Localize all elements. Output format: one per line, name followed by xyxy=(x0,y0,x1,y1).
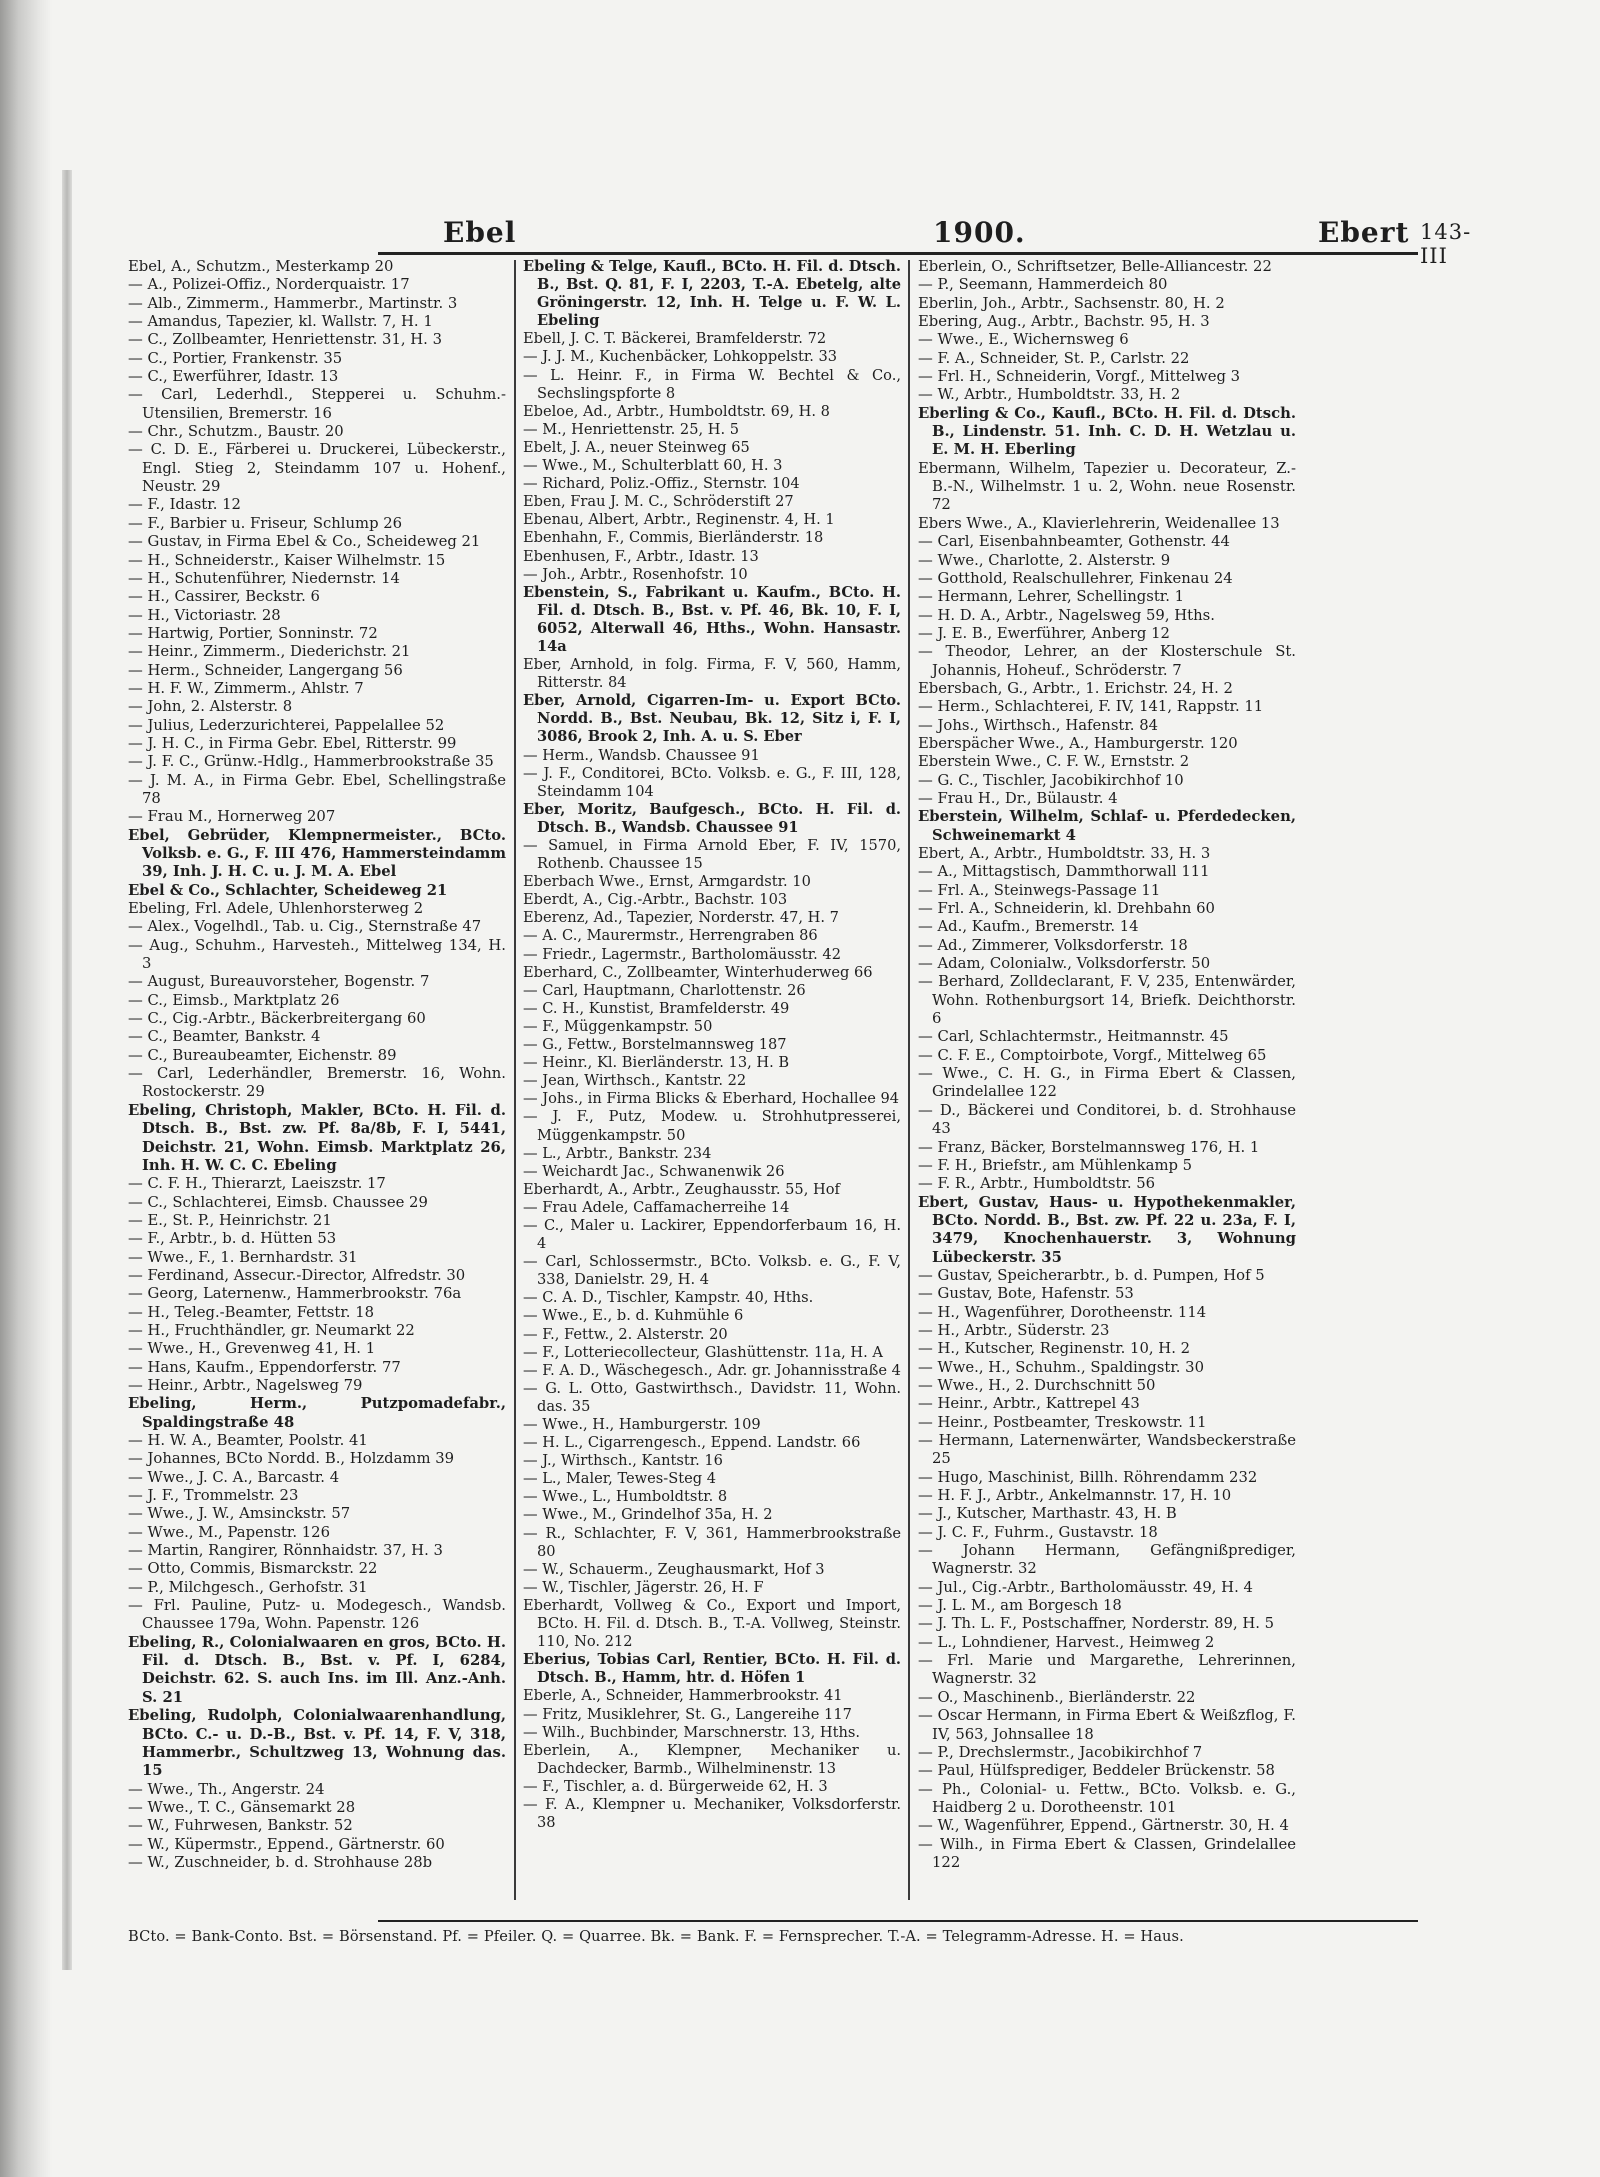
directory-entry: — F., Fettw., 2. Alsterstr. 20 xyxy=(523,1325,728,1343)
directory-entry: Ebermann, Wilhelm, Tapezier u. Decorateur, Z.-B.-N., Wilhelmstr. 1 u. 2, Wohn. neue Rosenstr. 72 xyxy=(918,459,1296,514)
directory-entry: — C., Bureaubeamter, Eichenstr. 89 xyxy=(128,1046,397,1064)
header-first-name: Ebel xyxy=(443,216,517,249)
page-number: 143-III xyxy=(1420,220,1472,268)
directory-entry: — F. A., Klempner u. Mechaniker, Volksdorferstr. 38 xyxy=(523,1795,901,1832)
directory-entry: — Wwe., T. C., Gänsemarkt 28 xyxy=(128,1798,356,1816)
directory-entry: Eberstein Wwe., C. F. W., Ernststr. 2 xyxy=(918,753,1190,771)
directory-entry: — C. A. D., Tischler, Kampstr. 40, Hths. xyxy=(523,1289,814,1307)
directory-entry: — Ferdinand, Assecur.-Director, Alfredstr. 30 xyxy=(128,1266,466,1284)
directory-entry: — H., Fruchthändler, gr. Neumarkt 22 xyxy=(128,1321,415,1339)
directory-entry: — J. F., Putz, Modew. u. Strohhutpresserei, Müggenkampstr. 50 xyxy=(523,1108,901,1144)
directory-entry: — A., Mittagstisch, Dammthorwall 111 xyxy=(918,863,1210,881)
directory-entry: — Gustav, in Firma Ebel & Co., Scheideweg 21 xyxy=(128,533,481,551)
directory-entry: Eber, Moritz, Baufgesch., BCto. H. Fil. d. Dtsch. B., Wandsb. Chaussee 91 xyxy=(523,800,901,836)
directory-entry: — Wwe., J. W., Amsinckstr. 57 xyxy=(128,1505,351,1523)
directory-column-2 xyxy=(523,258,901,1888)
directory-entry: Ebersbach, G., Arbtr., 1. Erichstr. 24, H. 2 xyxy=(918,679,1233,697)
directory-column-3 xyxy=(918,258,1296,1888)
directory-column-1 xyxy=(128,258,506,1888)
directory-entry: Eberlein, A., Klempner, Mechaniker u. Dachdecker, Barmb., Wilhelminenstr. 13 xyxy=(523,1741,901,1777)
directory-entry: — Carl, Lederhdl., Stepperei u. Schuhm.-Utensilien, Bremerstr. 16 xyxy=(128,386,506,422)
directory-entry: — Wwe., E., Wichernsweg 6 xyxy=(918,331,1129,349)
directory-entry: — Gustav, Speicherarbtr., b. d. Pumpen, Hof 5 xyxy=(918,1266,1265,1284)
directory-entry: — O., Maschinenb., Bierländerstr. 22 xyxy=(918,1688,1196,1706)
directory-entry: — A., Polizei-Offiz., Norderquaistr. 17 xyxy=(128,276,410,294)
directory-entry: Ebeling, Christoph, Makler, BCto. H. Fil. d. Dtsch. B., Bst. zw. Pf. 8a/8b, F. I, 5441, Deichstr. 21, Wohn. Eimsb. Marktplatz 26, Inh. H. W. C. C. Ebeling xyxy=(128,1101,506,1174)
directory-entry: — H., Teleg.-Beamter, Fettstr. 18 xyxy=(128,1303,375,1321)
directory-entry: — Wwe., Charlotte, 2. Alsterstr. 9 xyxy=(918,551,1171,569)
directory-entry: — Wwe., M., Schulterblatt 60, H. 3 xyxy=(523,457,783,475)
directory-entry: — Berhard, Zolldeclarant, F. V, 235, Entenwärder, Wohn. Rothenburgsort 14, Briefk. Deichthorstr. 6 xyxy=(918,973,1296,1028)
directory-entry: Eberle, A., Schneider, Hammerbrookstr. 41 xyxy=(523,1687,843,1705)
directory-entry: Ebeling, Frl. Adele, Uhlenhorsterweg 2 xyxy=(128,900,424,918)
directory-entry: Eberspächer Wwe., A., Hamburgerstr. 120 xyxy=(918,734,1238,752)
directory-entry: — H. D. A., Arbtr., Nagelsweg 59, Hths. xyxy=(918,606,1215,624)
directory-entry: Eberhard, C., Zollbeamter, Winterhuderweg 66 xyxy=(523,963,873,981)
directory-entry: — Wilh., in Firma Ebert & Classen, Grindelallee 122 xyxy=(918,1835,1296,1871)
header-last-name: Ebert xyxy=(1318,216,1410,249)
directory-entry: Ebers Wwe., A., Klavierlehrerin, Weidenallee 13 xyxy=(918,514,1280,532)
directory-entry: — G. C., Tischler, Jacobikirchhof 10 xyxy=(918,771,1184,789)
directory-entry: — P., Drechslermstr., Jacobikirchhof 7 xyxy=(918,1743,1203,1761)
directory-entry: — J. C. F., Fuhrm., Gustavstr. 18 xyxy=(918,1523,1158,1541)
directory-entry: Ebell, J. C. T. Bäckerei, Bramfelderstr. 72 xyxy=(523,330,827,348)
directory-entry: — F., Müggenkampstr. 50 xyxy=(523,1017,713,1035)
directory-entry: — W., Schauerm., Zeughausmarkt, Hof 3 xyxy=(523,1560,825,1578)
directory-entry: — Ad., Kaufm., Bremerstr. 14 xyxy=(918,918,1139,936)
directory-entry: — L., Arbtr., Bankstr. 234 xyxy=(523,1144,712,1162)
directory-entry: — W., Arbtr., Humboldtstr. 33, H. 2 xyxy=(918,386,1181,404)
directory-entry: — Heinr., Zimmerm., Diederichstr. 21 xyxy=(128,643,411,661)
directory-entry: — H. F. J., Arbtr., Ankelmannstr. 17, H. 10 xyxy=(918,1487,1232,1505)
directory-entry: — H., Arbtr., Süderstr. 23 xyxy=(918,1321,1110,1339)
directory-entry: — J. M. A., in Firma Gebr. Ebel, Schellingstraße 78 xyxy=(128,771,506,807)
directory-entry: Ebert, A., Arbtr., Humboldtstr. 33, H. 3 xyxy=(918,845,1211,862)
directory-entry: — J. J. M., Kuchenbäcker, Lohkoppelstr. 33 xyxy=(523,348,838,366)
directory-entry: — Wwe., M., Grindelhof 35a, H. 2 xyxy=(523,1506,773,1524)
directory-entry: — F. R., Arbtr., Humboldtstr. 56 xyxy=(918,1175,1156,1193)
directory-entry: — Johann Hermann, Gefängnißprediger, Wagnerstr. 32 xyxy=(918,1542,1296,1578)
directory-entry: — Adam, Colonialw., Volksdorferstr. 50 xyxy=(918,955,1211,973)
directory-entry: — Heinr., Arbtr., Kattrepel 43 xyxy=(918,1395,1140,1413)
directory-entry: — Aug., Schuhm., Harvesteh., Mittelweg 134, H. 3 xyxy=(128,936,506,973)
directory-entry: — C. F. E., Comptoirbote, Vorgf., Mittelweg 65 xyxy=(918,1046,1267,1064)
directory-entry: — W., Tischler, Jägerstr. 26, H. F xyxy=(523,1578,764,1596)
directory-entry: Eberlein, O., Schriftsetzer, Belle-Alliancestr. 22 xyxy=(918,258,1272,275)
directory-entry: — C. D. E., Färberei u. Druckerei, Lübeckerstr., Engl. Stieg 2, Steindamm 107 u. Hohenf., Neustr. 29 xyxy=(128,441,506,496)
directory-entry: — Wwe., H., Schuhm., Spaldingstr. 30 xyxy=(918,1358,1205,1376)
directory-entry: — Wwe., F., 1. Bernhardstr. 31 xyxy=(128,1248,358,1266)
directory-entry: — Ad., Zimmerer, Volksdorferstr. 18 xyxy=(918,936,1188,954)
directory-entry: — C., Zollbeamter, Henriettenstr. 31, H. 3 xyxy=(128,331,442,349)
directory-entry: Ebering, Aug., Arbtr., Bachstr. 95, H. 3 xyxy=(918,313,1210,331)
directory-entry: Eberbach Wwe., Ernst, Armgardstr. 10 xyxy=(523,873,811,891)
column-divider xyxy=(514,260,516,1900)
column-divider xyxy=(908,260,910,1900)
directory-entry: Eberenz, Ad., Tapezier, Norderstr. 47, H. 7 xyxy=(523,909,839,927)
directory-entry: — P., Seemann, Hammerdeich 80 xyxy=(918,276,1168,294)
directory-entry: — H., Cassirer, Beckstr. 6 xyxy=(128,588,320,606)
directory-entry: — J. F. C., Grünw.-Hdlg., Hammerbrookstraße 35 xyxy=(128,753,494,771)
directory-entry: — Hugo, Maschinist, Billh. Röhrendamm 232 xyxy=(918,1468,1258,1486)
directory-entry: — August, Bureauvorsteher, Bogenstr. 7 xyxy=(128,973,430,991)
directory-entry: — Frau Adele, Caffamacherreihe 14 xyxy=(523,1198,790,1216)
directory-entry: Ebel & Co., Schlachter, Scheideweg 21 xyxy=(128,881,448,899)
directory-entry: — John, 2. Alsterstr. 8 xyxy=(128,698,293,716)
directory-entry: — Weichardt Jac., Schwanenwik 26 xyxy=(523,1162,785,1180)
directory-entry: — Frau M., Hornerweg 207 xyxy=(128,808,336,826)
page-gutter xyxy=(62,170,72,1970)
directory-entry: — Oscar Hermann, in Firma Ebert & Weißzflog, F. IV, 563, Johnsallee 18 xyxy=(918,1707,1296,1743)
directory-entry: — Carl, Schlachtermstr., Heitmannstr. 45 xyxy=(918,1028,1229,1046)
directory-entry: — Ph., Colonial- u. Fettw., BCto. Volksb. e. G., Haidberg 2 u. Dorotheenstr. 101 xyxy=(918,1780,1296,1816)
directory-entry: — Johs., in Firma Blicks & Eberhard, Hochallee 94 xyxy=(523,1090,900,1108)
directory-entry: — Wwe., M., Papenstr. 126 xyxy=(128,1523,331,1541)
directory-entry: — Frl. A., Schneiderin, kl. Drehbahn 60 xyxy=(918,900,1215,918)
directory-entry: — Otto, Commis, Bismarckstr. 22 xyxy=(128,1560,378,1578)
directory-entry: — Johannes, BCto Nordd. B., Holzdamm 39 xyxy=(128,1450,455,1468)
directory-entry: — C. F. H., Thierarzt, Laeiszstr. 17 xyxy=(128,1175,386,1193)
directory-entry: — Frl. A., Steinwegs-Passage 11 xyxy=(918,881,1161,899)
directory-entry: — Samuel, in Firma Arnold Eber, F. IV, 1570, Rothenb. Chaussee 15 xyxy=(523,837,901,873)
directory-entry: — Georg, Laternenw., Hammerbrookstr. 76a xyxy=(128,1285,462,1303)
directory-entry: — F., Tischler, a. d. Bürgerweide 62, H. 3 xyxy=(523,1777,828,1795)
directory-entry: Eberstein, Wilhelm, Schlaf- u. Pferdedecken, Schweinemarkt 4 xyxy=(918,808,1296,844)
directory-entry: — Theodor, Lehrer, an der Klosterschule St. Johannis, Hoheuf., Schröderstr. 7 xyxy=(918,643,1296,679)
directory-entry: — F. A. D., Wäschegesch., Adr. gr. Johannisstraße 4 xyxy=(523,1361,901,1379)
directory-entry: — Carl, Eisenbahnbeamter, Gothenstr. 44 xyxy=(918,533,1230,551)
directory-entry: — F., Lotteriecollecteur, Glashüttenstr. 11a, H. A xyxy=(523,1343,883,1361)
directory-entry: — R., Schlachter, F. V, 361, Hammerbrookstraße 80 xyxy=(523,1524,901,1560)
directory-entry: — H., Victoriastr. 28 xyxy=(128,606,281,624)
header-rule xyxy=(378,252,1418,255)
directory-entry: Ebel, A., Schutzm., Mesterkamp 20 xyxy=(128,258,394,275)
directory-entry: — F. A., Schneider, St. P., Carlstr. 22 xyxy=(918,349,1190,367)
directory-entry: — Alex., Vogelhdl., Tab. u. Cig., Sternstraße 47 xyxy=(128,918,482,936)
directory-entry: — J. F., Trommelstr. 23 xyxy=(128,1487,299,1505)
directory-entry: — W., Wagenführer, Eppend., Gärtnerstr. 30, H. 4 xyxy=(918,1817,1289,1835)
directory-entry: Eben, Frau J. M. C., Schröderstift 27 xyxy=(523,493,794,511)
directory-entry: — Frl. H., Schneiderin, Vorgf., Mittelweg 3 xyxy=(918,368,1241,386)
directory-entry: Ebeling, Herm., Putzpomadefabr., Spaldingstraße 48 xyxy=(128,1395,506,1431)
directory-entry: — M., Henriettenstr. 25, H. 5 xyxy=(523,420,740,438)
directory-entry: — Gotthold, Realschullehrer, Finkenau 24 xyxy=(918,569,1233,587)
directory-entry: — F., Idastr. 12 xyxy=(128,496,241,514)
directory-entry: — Wwe., H., 2. Durchschnitt 50 xyxy=(918,1376,1156,1394)
directory-entry: — Richard, Poliz.-Offiz., Sternstr. 104 xyxy=(523,475,800,493)
directory-entry: — Alb., Zimmerm., Hammerbr., Martinstr. 3 xyxy=(128,294,458,312)
directory-entry: — A. C., Maurermstr., Herrengraben 86 xyxy=(523,927,818,945)
directory-entry: — W., Fuhrwesen, Bankstr. 52 xyxy=(128,1817,353,1835)
directory-entry: — C., Portier, Frankenstr. 35 xyxy=(128,349,343,367)
directory-entry: Eberling & Co., Kaufl., BCto. H. Fil. d. Dtsch. B., Lindenstr. 51. Inh. C. D. H. Wetzlau u. E. M. H. Eberling xyxy=(918,404,1296,459)
directory-entry: — F. H., Briefstr., am Mühlenkamp 5 xyxy=(918,1156,1193,1174)
footer-rule xyxy=(378,1920,1418,1922)
directory-entry: — C., Schlachterei, Eimsb. Chaussee 29 xyxy=(128,1193,428,1211)
directory-entry: — J., Wirthsch., Kantstr. 16 xyxy=(523,1452,723,1470)
directory-entry: Ebeling, Rudolph, Colonialwaarenhandlung, BCto. C.- u. D.-B., Bst. v. Pf. 14, F. V, 318, Hammerbr., Schultzweg 13, Wohnung das. 15 xyxy=(128,1707,506,1780)
directory-entry: — C., Ewerführer, Idastr. 13 xyxy=(128,368,339,386)
directory-entry: — Wwe., L., Humboldtstr. 8 xyxy=(523,1488,728,1506)
directory-entry: — Wwe., E., b. d. Kuhmühle 6 xyxy=(523,1307,744,1325)
directory-entry: Eberius, Tobias Carl, Rentier, BCto. H. Fil. d. Dtsch. B., Hamm, htr. d. Höfen 1 xyxy=(523,1651,901,1687)
directory-entry: Ebenhusen, F., Arbtr., Idastr. 13 xyxy=(523,547,759,565)
directory-entry: — Franz, Bäcker, Borstelmannsweg 176, H. 1 xyxy=(918,1138,1260,1156)
directory-entry: — G., Fettw., Borstelmannsweg 187 xyxy=(523,1036,787,1054)
directory-entry: Eberdt, A., Cig.-Arbtr., Bachstr. 103 xyxy=(523,891,788,909)
directory-entry: Eberhardt, Vollweg & Co., Export und Import, BCto. H. Fil. d. Dtsch. B., T.-A. Vollweg, Steinstr. 110, No. 212 xyxy=(523,1596,901,1651)
directory-entry: — Gustav, Bote, Hafenstr. 53 xyxy=(918,1285,1134,1303)
directory-entry: — G. L. Otto, Gastwirthsch., Davidstr. 11, Wohn. das. 35 xyxy=(523,1379,901,1415)
directory-entry: — Herm., Schneider, Langergang 56 xyxy=(128,661,403,679)
directory-entry: — H., Schneiderstr., Kaiser Wilhelmstr. 15 xyxy=(128,551,446,569)
directory-entry: — Heinr., Arbtr., Nagelsweg 79 xyxy=(128,1376,363,1394)
abbreviation-key-footer: BCto. = Bank-Conto. Bst. = Börsenstand. Pf. = Pfeiler. Q. = Quarree. Bk. = Bank. F. = Fernsprecher. T.-A. = Telegramm-Adresse. H. = Haus. xyxy=(128,1928,1184,1945)
directory-entry: Eber, Arnhold, in folg. Firma, F. V, 560, Hamm, Ritterstr. 84 xyxy=(523,656,901,692)
directory-entry: — C. H., Kunstist, Bramfelderstr. 49 xyxy=(523,999,790,1017)
directory-entry: — Hermann, Lehrer, Schellingstr. 1 xyxy=(918,588,1185,606)
directory-entry: Ebenhahn, F., Commis, Bierländerstr. 18 xyxy=(523,529,824,547)
directory-entry: Eberlin, Joh., Arbtr., Sachsenstr. 80, H. 2 xyxy=(918,294,1225,312)
directory-entry: — J. F., Conditorei, BCto. Volksb. e. G., F. III, 128, Steindamm 104 xyxy=(523,764,901,800)
directory-entry: Eber, Arnold, Cigarren-Im- u. Export BCto. Nordd. B., Bst. Neubau, Bk. 12, Sitz i, F. I, 3086, Brook 2, Inh. A. u. S. Eber xyxy=(523,692,901,746)
directory-entry: — W., Küpermstr., Eppend., Gärtnerstr. 60 xyxy=(128,1835,445,1853)
directory-entry: Ebenstein, S., Fabrikant u. Kaufm., BCto. H. Fil. d. Dtsch. B., Bst. v. Pf. 46, Bk. 10, F. I, 6052, Alterwall 46, Hths., Wohn. Hansastr. 14a xyxy=(523,583,901,655)
directory-entry: — J., Kutscher, Marthastr. 43, H. B xyxy=(918,1505,1177,1523)
directory-entry: — E., St. P., Heinrichstr. 21 xyxy=(128,1211,332,1229)
directory-entry: — C., Maler u. Lackirer, Eppendorferbaum 16, H. 4 xyxy=(523,1216,901,1253)
directory-entry: — H. L., Cigarrengesch., Eppend. Landstr. 66 xyxy=(523,1434,861,1452)
directory-entry: Ebelt, J. A., neuer Steinweg 65 xyxy=(523,438,750,456)
directory-entry: — Wwe., Th., Angerstr. 24 xyxy=(128,1780,325,1798)
directory-entry: — Chr., Schutzm., Baustr. 20 xyxy=(128,423,344,441)
directory-entry: — W., Zuschneider, b. d. Strohhause 28b xyxy=(128,1853,433,1871)
directory-entry: Ebert, Gustav, Haus- u. Hypothekenmakler, BCto. Nordd. B., Bst. zw. Pf. 22 u. 23a, F. I, 3479, Knochenhauerstr. 3, Wohnung Lübeckerstr. 35 xyxy=(918,1193,1296,1266)
directory-entry: — J. E. B., Ewerführer, Anberg 12 xyxy=(918,624,1170,642)
directory-entry: — D., Bäckerei und Conditorei, b. d. Strohhause 43 xyxy=(918,1101,1296,1138)
directory-entry: — Martin, Rangirer, Rönnhaidstr. 37, H. 3 xyxy=(128,1542,443,1560)
directory-page xyxy=(128,204,1472,1945)
directory-entry: — Heinr., Postbeamter, Treskowstr. 11 xyxy=(918,1413,1207,1431)
header-year: 1900. xyxy=(933,216,1026,249)
directory-entry: — Julius, Lederzurichterei, Pappelallee 52 xyxy=(128,716,445,734)
directory-entry: — J. L. M., am Borgesch 18 xyxy=(918,1597,1122,1615)
directory-entry: — Carl, Schlossermstr., BCto. Volksb. e. G., F. V, 338, Danielstr. 29, H. 4 xyxy=(523,1253,901,1289)
directory-entry: — H. F. W., Zimmerm., Ahlstr. 7 xyxy=(128,679,364,697)
directory-entry: — J. Th. L. F., Postschaffner, Norderstr. 89, H. 5 xyxy=(918,1615,1275,1633)
directory-entry: — Frau H., Dr., Bülaustr. 4 xyxy=(918,789,1118,807)
directory-entry: — Hermann, Laternenwärter, Wandsbeckerstraße 25 xyxy=(918,1432,1296,1468)
directory-entry: — P., Milchgesch., Gerhofstr. 31 xyxy=(128,1578,368,1596)
directory-entry: — Joh., Arbtr., Rosenhofstr. 10 xyxy=(523,565,748,583)
directory-entry: — Jean, Wirthsch., Kantstr. 22 xyxy=(523,1072,747,1090)
directory-entry: — Wwe., J. C. A., Barcastr. 4 xyxy=(128,1468,340,1486)
directory-entry: — Wwe., C. H. G., in Firma Ebert & Classen, Grindelallee 122 xyxy=(918,1065,1296,1101)
directory-entry: — Carl, Hauptmann, Charlottenstr. 26 xyxy=(523,981,806,999)
directory-entry: — Frl. Pauline, Putz- u. Modegesch., Wandsb. Chaussee 179a, Wohn. Papenstr. 126 xyxy=(128,1597,506,1633)
directory-entry: — Carl, Lederhändler, Bremerstr. 16, Wohn. Rostockerstr. 29 xyxy=(128,1065,506,1101)
directory-entry: — H. W. A., Beamter, Poolstr. 41 xyxy=(128,1432,368,1449)
directory-entry: — Frl. Marie und Margarethe, Lehrerinnen, Wagnerstr. 32 xyxy=(918,1652,1296,1688)
directory-entry: — Heinr., Kl. Bierländerstr. 13, H. B xyxy=(523,1054,790,1072)
directory-entry: Ebeling, R., Colonialwaaren en gros, BCto. H. Fil. d. Dtsch. B., Bst. v. Pf. I, 6284, Deichstr. 62. S. auch Ins. im Ill. Anz.-Anh. S. 21 xyxy=(128,1633,506,1706)
directory-entry: — Fritz, Musiklehrer, St. G., Langereihe 117 xyxy=(523,1705,852,1723)
directory-entry: — L., Maler, Tewes-Steg 4 xyxy=(523,1470,716,1488)
directory-entry: — C., Cig.-Arbtr., Bäckerbreitergang 60 xyxy=(128,1010,426,1028)
directory-entry: — F., Barbier u. Friseur, Schlump 26 xyxy=(128,514,403,532)
directory-entry: — Herm., Schlachterei, F. IV, 141, Rappstr. 11 xyxy=(918,698,1264,716)
directory-entry: — Friedr., Lagermstr., Bartholomäusstr. 42 xyxy=(523,945,842,963)
directory-entry: — L., Lohndiener, Harvest., Heimweg 2 xyxy=(918,1633,1215,1651)
directory-entry: Ebeling & Telge, Kaufl., BCto. H. Fil. d. Dtsch. B., Bst. Q. 81, F. I, 2203, T.-A. Ebetelg, alte Gröningerstr. 12, Inh. H. Telge u. F. W. L. Ebeling xyxy=(523,258,901,330)
directory-entry: — Wwe., H., Hamburgerstr. 109 xyxy=(523,1416,761,1433)
directory-entry: — H., Kutscher, Reginenstr. 10, H. 2 xyxy=(918,1340,1191,1358)
directory-entry: — Paul, Hülfsprediger, Beddeler Brückenstr. 58 xyxy=(918,1762,1275,1780)
directory-entry: — J. H. C., in Firma Gebr. Ebel, Ritterstr. 99 xyxy=(128,734,457,752)
directory-entry: Ebeloe, Ad., Arbtr., Humboldtstr. 69, H. 8 xyxy=(523,402,830,420)
directory-entry: Ebenau, Albert, Arbtr., Reginenstr. 4, H. 1 xyxy=(523,511,835,529)
directory-entry: — H., Wagenführer, Dorotheenstr. 114 xyxy=(918,1303,1207,1321)
directory-entry: — C., Eimsb., Marktplatz 26 xyxy=(128,991,340,1009)
directory-entry: — Wilh., Buchbinder, Marschnerstr. 13, Hths. xyxy=(523,1723,861,1741)
directory-entry: — Herm., Wandsb. Chaussee 91 xyxy=(523,746,760,764)
directory-entry: Eberhardt, A., Arbtr., Zeughausstr. 55, Hof xyxy=(523,1180,840,1198)
directory-entry: — Wwe., H., Grevenweg 41, H. 1 xyxy=(128,1340,376,1358)
directory-entry: — F., Arbtr., b. d. Hütten 53 xyxy=(128,1230,337,1248)
directory-entry: — Amandus, Tapezier, kl. Wallstr. 7, H. 1 xyxy=(128,313,433,331)
directory-entry: Ebel, Gebrüder, Klempnermeister., BCto. Volksb. e. G., F. III 476, Hammersteindamm 39, Inh. J. H. C. u. J. M. A. Ebel xyxy=(128,826,506,881)
directory-entry: — Jul., Cig.-Arbtr., Bartholomäusstr. 49, H. 4 xyxy=(918,1578,1253,1596)
directory-entry: — H., Schutenführer, Niedernstr. 14 xyxy=(128,569,400,587)
directory-entry: — C., Beamter, Bankstr. 4 xyxy=(128,1028,321,1046)
directory-entry: — Hartwig, Portier, Sonninstr. 72 xyxy=(128,624,378,642)
directory-entry: — Johs., Wirthsch., Hafenstr. 84 xyxy=(918,716,1159,734)
book-binding-shadow xyxy=(0,0,52,2177)
directory-entry: — L. Heinr. F., in Firma W. Bechtel & Co., Sechslingspforte 8 xyxy=(523,366,901,402)
directory-entry: — Hans, Kaufm., Eppendorferstr. 77 xyxy=(128,1358,401,1376)
